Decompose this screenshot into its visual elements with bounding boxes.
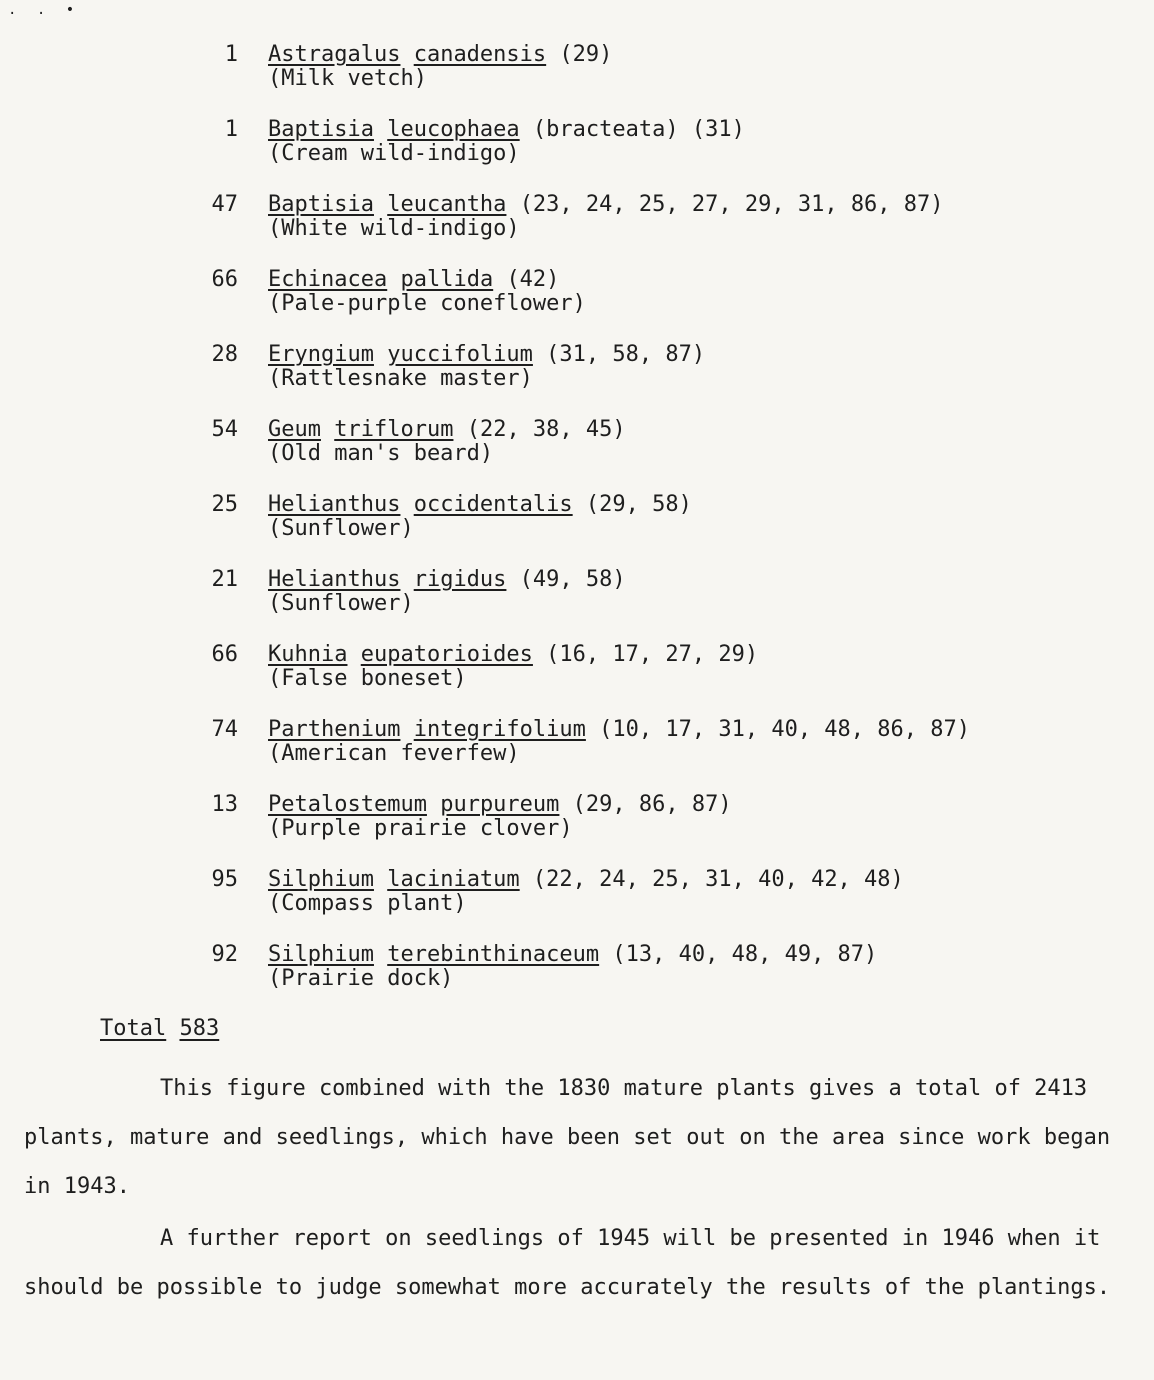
species: leucantha [387,192,507,217]
list-item [190,865,1110,940]
total-label: Total [100,1016,167,1041]
plot-refs: (13, 40, 48, 49, 87) [612,942,878,967]
scientific-name [268,42,612,67]
list-item [190,790,1110,865]
scientific-name [268,792,732,817]
list-item [190,490,1110,565]
common-name: (Rattlesnake master) [268,366,533,391]
plot-refs: (22, 38, 45) [466,417,626,442]
genus: Baptisia [268,192,374,217]
plant-count: 13 [211,792,238,817]
plant-count: 74 [211,717,238,742]
common-name: (Sunflower) [268,516,414,541]
common-name: (Compass plant) [268,891,467,916]
total-value: 583 [179,1016,220,1041]
genus: Silphium [268,867,374,892]
plant-count: 95 [211,867,238,892]
genus: Helianthus [268,492,401,517]
plant-list [190,40,1110,1015]
common-name: (Prairie dock) [268,966,454,991]
genus: Helianthus [268,567,401,592]
plot-refs: (22, 24, 25, 31, 40, 42, 48) [532,867,904,892]
corner-marks: . . • [8,2,81,18]
genus: Geum [268,417,321,442]
scientific-name [268,342,705,367]
paragraph-further-report [24,1214,1124,1312]
plot-refs: (31, 58, 87) [546,342,706,367]
species: terebinthinaceum [387,942,600,967]
list-item [190,40,1110,115]
species: canadensis [413,42,547,67]
species: pallida [400,267,494,292]
common-name: (Cream wild-indigo) [268,141,520,166]
list-item [190,565,1110,640]
common-name: (Pale-purple coneflower) [268,291,586,316]
plant-count: 1 [224,117,238,142]
plot-refs: (29, 86, 87) [572,792,732,817]
paragraph-text: A further report on seedlings of 1945 will be presented in 1946 when it should be possible to judge somewhat more accurately the results of the plantings. [24,1226,1111,1300]
scientific-name [268,267,559,292]
plant-count: 66 [211,642,238,667]
common-name: (American feverfew) [268,741,520,766]
common-name: (Sunflower) [268,591,414,616]
genus: Echinacea [268,267,388,292]
species: eupatorioides [360,642,533,667]
plant-count: 92 [211,942,238,967]
common-name: (Old man's beard) [268,441,494,466]
species: laciniatum [387,867,520,892]
plant-count: 28 [211,342,238,367]
genus: Astragalus [268,42,401,67]
list-item [190,190,1110,265]
plot-refs: (16, 17, 27, 29) [546,642,759,667]
species: yuccifolium [387,342,533,367]
scientific-name [268,417,626,442]
species: occidentalis [413,492,573,517]
species: leucophaea [387,117,520,142]
list-item [190,940,1110,1015]
plot-refs: (10, 17, 31, 40, 48, 86, 87) [599,717,971,742]
plant-count: 47 [211,192,238,217]
scientific-name [268,942,877,967]
plot-refs: (29, 58) [585,492,692,517]
common-name: (White wild-indigo) [268,216,520,241]
species: rigidus [413,567,507,592]
paragraph-text: This figure combined with the 1830 mature plants gives a total of 2413 plants, mature and seedlings, which have been set out on the area since work began in 1943. [24,1076,1111,1199]
plot-refs: (bracteata) (31) [532,117,745,142]
scientific-name [268,717,970,742]
genus: Parthenium [268,717,401,742]
genus: Kuhnia [268,642,348,667]
scientific-name [268,867,904,892]
plot-refs: (42) [506,267,560,292]
list-item [190,640,1110,715]
species: purpureum [440,792,560,817]
scientific-name [268,492,692,517]
species: triflorum [334,417,454,442]
scientific-name [268,567,626,592]
genus: Eryngium [268,342,374,367]
genus: Baptisia [268,117,374,142]
plant-count: 54 [211,417,238,442]
common-name: (Milk vetch) [268,66,427,91]
paragraph-combined-total [24,1064,1124,1211]
plant-count: 66 [211,267,238,292]
list-item [190,340,1110,415]
genus: Petalostemum [268,792,427,817]
plot-refs: (49, 58) [519,567,626,592]
scientific-name [268,642,758,667]
plot-refs: (23, 24, 25, 27, 29, 31, 86, 87) [519,192,944,217]
scientific-name [268,117,745,142]
plant-count: 21 [211,567,238,592]
total-line [100,1016,219,1041]
common-name: (False boneset) [268,666,467,691]
genus: Silphium [268,942,374,967]
plant-count: 1 [224,42,238,67]
plant-count: 25 [211,492,238,517]
scientific-name [268,192,944,217]
common-name: (Purple prairie clover) [268,816,573,841]
list-item [190,265,1110,340]
species: integrifolium [413,717,586,742]
plot-refs: (29) [559,42,613,67]
list-item [190,715,1110,790]
list-item [190,415,1110,490]
list-item [190,115,1110,190]
